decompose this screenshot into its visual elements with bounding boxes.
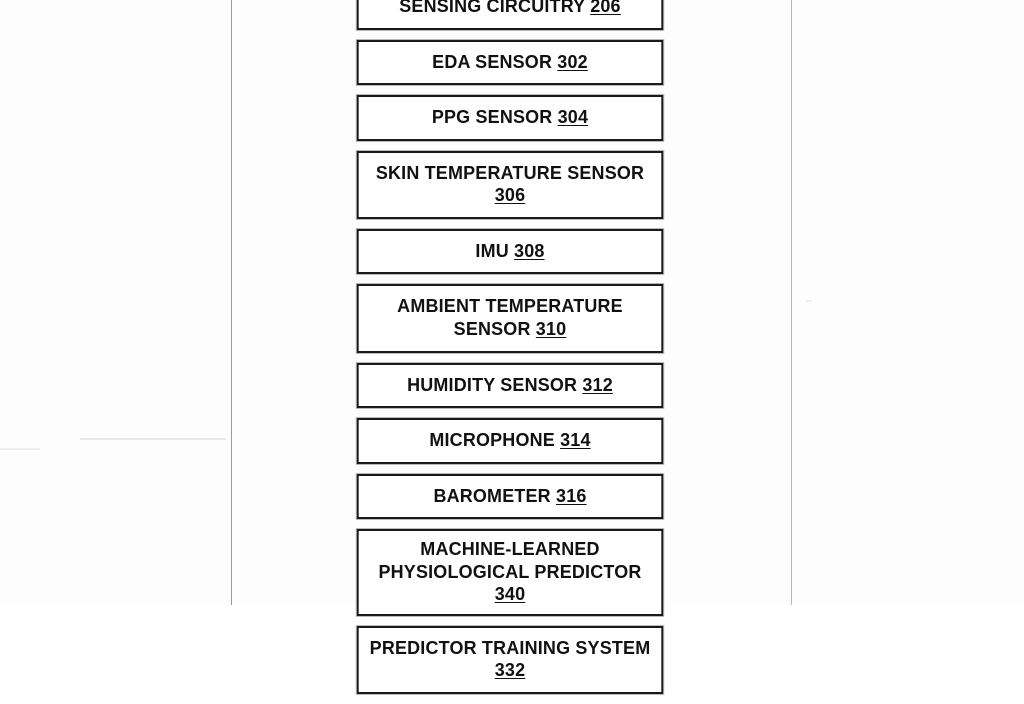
component-box-stack [352, 0, 668, 704]
diagram-box-machine-learned-physiological-predictor [357, 529, 664, 616]
diagram-box-skin-temperature-sensor [357, 151, 664, 219]
box-reference-numeral: 306 [494, 184, 526, 206]
box-reference-numeral: 332 [494, 659, 526, 681]
scan-artifact [806, 300, 812, 302]
diagram-box-humidity-sensor [357, 363, 664, 409]
box-reference-numeral: 314 [560, 429, 591, 451]
box-reference-numeral: 304 [557, 106, 589, 128]
diagram-box-microphone [357, 418, 664, 464]
diagram-box-predictor-training-system [357, 626, 664, 694]
box-label: EDA SENSOR [432, 50, 558, 72]
diagram-box-ppg-sensor [357, 95, 664, 141]
page-border-left [231, 0, 232, 605]
box-reference-numeral: 302 [557, 50, 588, 72]
box-label: IMU [475, 239, 515, 261]
diagram-box-sensing-circuitry [357, 0, 664, 30]
box-reference-numeral: 316 [556, 484, 587, 506]
box-reference-numeral: 206 [590, 0, 621, 16]
page-border-right [791, 0, 792, 605]
diagram-box-ambient-temperature-sensor [357, 284, 664, 352]
box-label: AMBIENT TEMPERATURE SENSOR [397, 295, 623, 339]
box-label: HUMIDITY SENSOR [407, 373, 583, 395]
box-reference-numeral: 308 [514, 239, 545, 261]
diagram-box-eda-sensor [357, 40, 664, 86]
box-label: MACHINE-LEARNED PHYSIOLOGICAL PREDICTOR [378, 538, 642, 582]
box-reference-numeral: 312 [582, 373, 613, 395]
diagram-box-barometer [357, 474, 664, 520]
box-label: PREDICTOR TRAINING SYSTEM [369, 636, 651, 658]
box-label: PPG SENSOR [431, 106, 558, 128]
diagram-box-imu [357, 229, 664, 275]
box-reference-numeral: 310 [535, 317, 567, 339]
box-label: SKIN TEMPERATURE SENSOR [375, 161, 645, 183]
box-label: SENSING CIRCUITRY [399, 0, 591, 16]
scan-artifact [80, 438, 226, 440]
box-label: MICROPHONE [429, 429, 561, 451]
box-label: BAROMETER [433, 484, 557, 506]
box-reference-numeral: 340 [494, 583, 526, 605]
scan-artifact [0, 448, 40, 450]
